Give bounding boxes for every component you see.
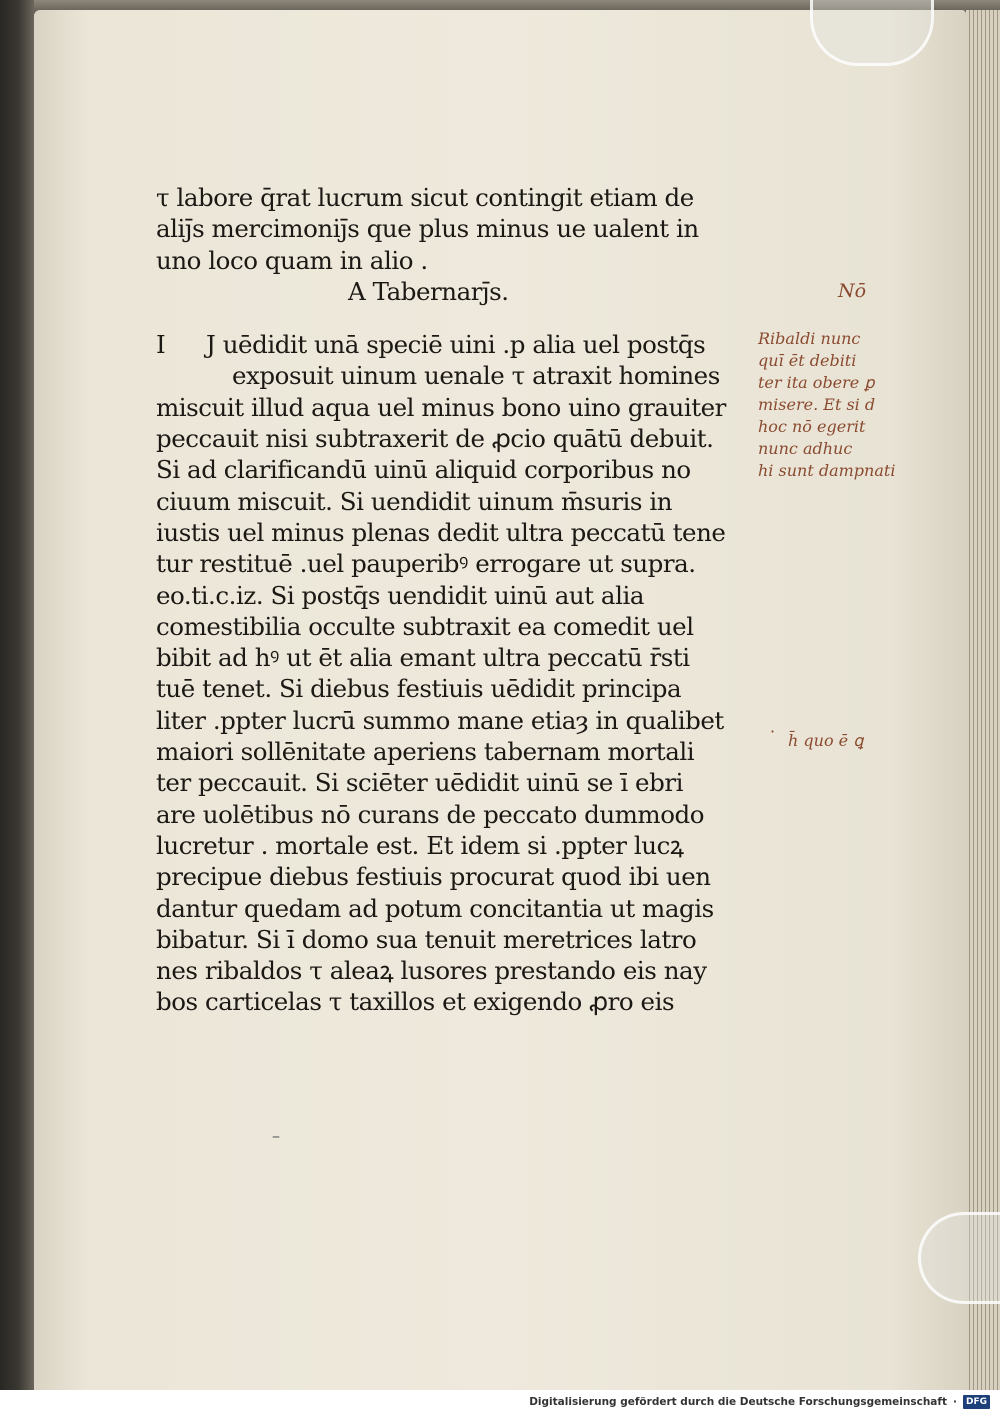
text-line: maiori sollēnitate aperiens tabernam mortali	[156, 737, 695, 767]
marginal-note-line: hi sunt dampnati	[758, 461, 896, 480]
text-line: eo.ti.c.iz. Si postq̄s uendidit uinū aut alia	[156, 580, 645, 610]
footer-separator: ·	[952, 1396, 957, 1408]
marginal-note-line: Ribaldi nunc	[758, 329, 861, 348]
marginal-note-line: misere. Et si d	[758, 395, 876, 414]
text-line: Si ad clarificandū uinū aliquid corporibus no	[156, 455, 691, 485]
text-line: lucretur . mortale est. Et idem si .ppter lucꝝ	[156, 830, 684, 860]
text-line: ter peccauit. Si sciēter uēdidit uinū se ī ebri	[156, 768, 683, 798]
ink-stroke-mark: –	[272, 1126, 280, 1145]
page-stack-edge	[966, 10, 1000, 1390]
text-line: dantur quedam ad potum concitantia ut magis	[156, 893, 714, 923]
marginal-note-line: hoc nō egerit	[758, 417, 866, 436]
text-line: τ labore q̄rat lucrum sicut contingit etiam de	[156, 183, 694, 212]
margin-tick-mark: ·	[770, 722, 776, 741]
text-line: aliȷ̄s mercimoniȷ̄s que plus minus ue ualent in	[156, 214, 699, 244]
text-line: bos carticelas τ taxillos et exigendo ꝓro eis	[156, 987, 675, 1017]
section-heading: A Tabernarȷ̄s.	[348, 276, 509, 306]
text-line: iustis uel minus plenas dedit ultra peccatū tene	[156, 517, 726, 547]
printed-text-block	[156, 182, 776, 1018]
text-line: J uēdidit unā speciē uini .p alia uel postq̄s	[206, 330, 706, 360]
marginal-note-line: ter ita obere ꝑ	[758, 373, 875, 392]
marginal-note-line: quī ēt debiti	[758, 351, 857, 370]
footer-credit-text: Digitalisierung gefördert durch die Deutsche Forschungsgemeinschaft	[529, 1396, 947, 1408]
initial-guide-letter: I	[156, 330, 166, 360]
marginal-note-nota: Nō	[838, 280, 867, 302]
digitization-footer	[529, 1392, 990, 1412]
book-cover-board	[0, 0, 34, 1390]
text-line: bibit ad hꝰ ut ēt alia emant ultra peccatū r̄sti	[156, 643, 690, 673]
text-line: tur restituē .uel pauperibꝰ errogare ut supra.	[156, 549, 696, 579]
text-line: exposuit uinum uenale τ atraxit homines	[232, 361, 720, 391]
text-line: bibatur. Si ī domo sua tenuit meretrices latro	[156, 924, 697, 954]
paragraph-gap	[156, 307, 776, 329]
dfg-logo-icon: DFG	[963, 1395, 990, 1409]
page-clip-bottom	[918, 1212, 1000, 1304]
marginal-note-lower: h̄ quo ē ꝗ	[788, 731, 864, 750]
handwritten-marginalia	[758, 280, 970, 752]
text-line: liter .ppter lucrū summo mane etiaȝ in qualibet	[156, 705, 724, 735]
text-line: miscuit illud aqua uel minus bono uino grauiter	[156, 392, 726, 422]
text-line: nes ribaldos τ aleaꝝ lusores prestando eis nay	[156, 956, 707, 986]
text-line: comestibilia occulte subtraxit ea comedit uel	[156, 611, 694, 641]
text-line: uno loco quam in alio .	[156, 245, 428, 275]
text-line: precipue diebus festiuis procurat quod ibi uen	[156, 862, 711, 892]
marginal-note-line: nunc adhuc	[758, 439, 853, 458]
text-line: tuē tenet. Si diebus festiuis uēdidit principa	[156, 674, 682, 704]
text-line: are uolētibus nō curans de peccato dummodo	[156, 799, 705, 829]
text-line: ciuum miscuit. Si uendidit uinum m̄suris in	[156, 486, 673, 516]
text-line: peccauit nisi subtraxerit de ꝓcio quātū debuit.	[156, 424, 714, 454]
